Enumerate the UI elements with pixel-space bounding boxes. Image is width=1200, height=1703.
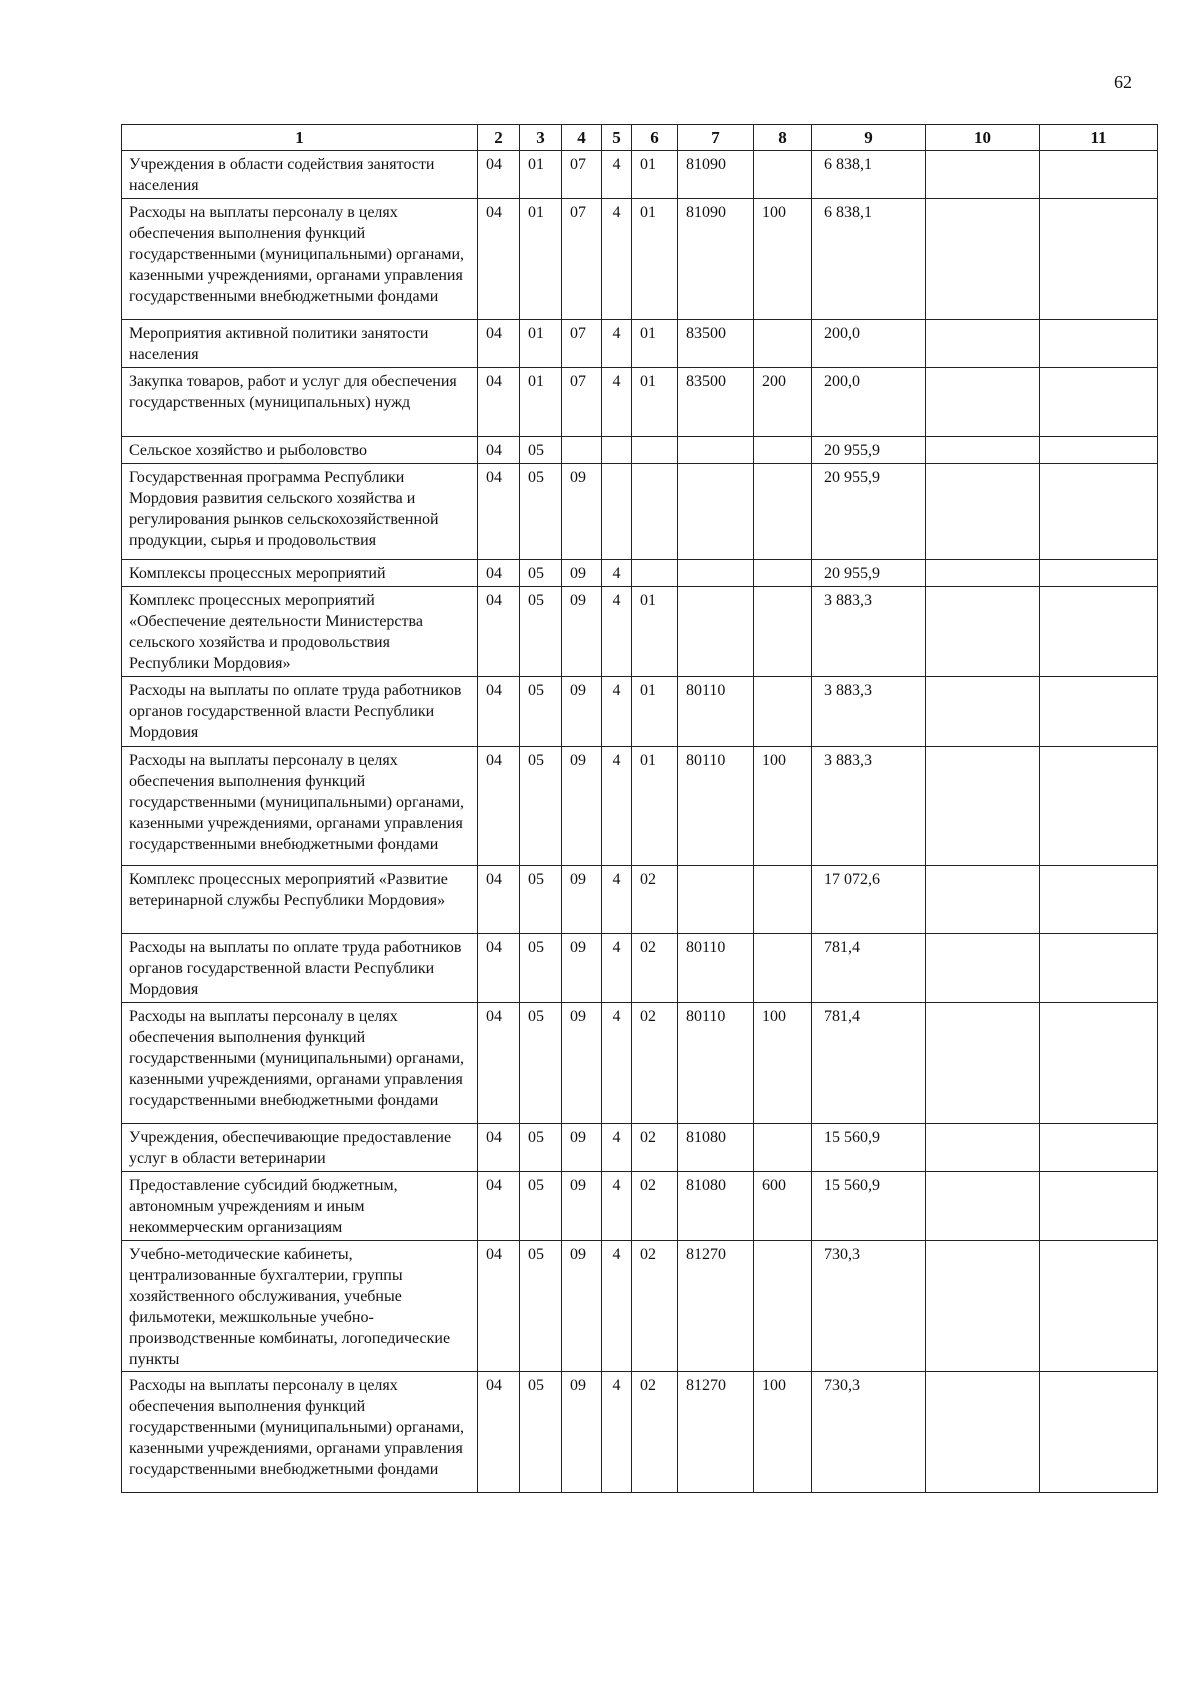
code-program-type <box>602 464 632 560</box>
code-section: 04 <box>478 199 520 320</box>
code-section: 04 <box>478 866 520 934</box>
code-expense-type <box>754 866 812 934</box>
code-section: 04 <box>478 560 520 587</box>
amount-col-11 <box>1040 199 1158 320</box>
code-program-type <box>602 437 632 464</box>
code-subprogram: 01 <box>632 677 678 747</box>
code-direction: 80110 <box>678 1003 754 1124</box>
amount-col-9: 6 838,1 <box>812 199 926 320</box>
code-program: 09 <box>562 934 602 1003</box>
code-subprogram: 02 <box>632 1241 678 1372</box>
table-row <box>122 747 1158 866</box>
column-header-9: 9 <box>812 125 926 151</box>
row-description: Учреждения в области содействия занятости населения <box>122 151 478 199</box>
code-program-type: 4 <box>602 560 632 587</box>
amount-col-11 <box>1040 934 1158 1003</box>
amount-col-10 <box>926 1241 1040 1372</box>
code-expense-type <box>754 437 812 464</box>
code-subsection: 05 <box>520 1241 562 1372</box>
code-program-type: 4 <box>602 1172 632 1241</box>
amount-col-9: 730,3 <box>812 1241 926 1372</box>
row-description: Расходы на выплаты по оплате труда работников органов государственной власти Республики Мордовия <box>122 677 478 747</box>
amount-col-10 <box>926 934 1040 1003</box>
code-subsection: 05 <box>520 747 562 866</box>
amount-col-11 <box>1040 560 1158 587</box>
code-subprogram: 01 <box>632 747 678 866</box>
code-expense-type <box>754 1241 812 1372</box>
code-program: 09 <box>562 1172 602 1241</box>
code-section: 04 <box>478 934 520 1003</box>
code-subprogram <box>632 437 678 464</box>
code-program-type: 4 <box>602 747 632 866</box>
row-description: Расходы на выплаты персоналу в целях обеспечения выполнения функций государственными (муниципальными) органами, казенными учреждениями, органами управления государственными внебюджетными фондами <box>122 1372 478 1493</box>
amount-col-9: 20 955,9 <box>812 464 926 560</box>
table-row <box>122 437 1158 464</box>
code-program: 09 <box>562 1003 602 1124</box>
code-program: 07 <box>562 151 602 199</box>
amount-col-9: 3 883,3 <box>812 747 926 866</box>
code-section: 04 <box>478 1172 520 1241</box>
row-description: Мероприятия активной политики занятости населения <box>122 320 478 368</box>
code-program: 07 <box>562 320 602 368</box>
amount-col-10 <box>926 1124 1040 1172</box>
table-row <box>122 320 1158 368</box>
column-header-1: 1 <box>122 125 478 151</box>
row-description: Сельское хозяйство и рыболовство <box>122 437 478 464</box>
code-direction: 81270 <box>678 1241 754 1372</box>
amount-col-10 <box>926 199 1040 320</box>
code-subprogram <box>632 560 678 587</box>
amount-col-9: 3 883,3 <box>812 677 926 747</box>
code-section: 04 <box>478 1241 520 1372</box>
code-section: 04 <box>478 368 520 437</box>
code-subprogram: 02 <box>632 1124 678 1172</box>
amount-col-9: 781,4 <box>812 934 926 1003</box>
code-direction: 81080 <box>678 1124 754 1172</box>
table-row <box>122 1241 1158 1372</box>
code-direction <box>678 587 754 677</box>
table-body <box>122 151 1158 1493</box>
table-row <box>122 199 1158 320</box>
code-direction <box>678 437 754 464</box>
code-subsection: 05 <box>520 464 562 560</box>
amount-col-9: 15 560,9 <box>812 1172 926 1241</box>
code-subsection: 05 <box>520 677 562 747</box>
row-description: Закупка товаров, работ и услуг для обеспечения государственных (муниципальных) нужд <box>122 368 478 437</box>
code-section: 04 <box>478 437 520 464</box>
code-section: 04 <box>478 587 520 677</box>
code-program-type: 4 <box>602 199 632 320</box>
code-direction: 83500 <box>678 320 754 368</box>
code-program: 09 <box>562 1372 602 1493</box>
row-description: Расходы на выплаты персоналу в целях обеспечения выполнения функций государственными (муниципальными) органами, казенными учреждениями, органами управления государственными внебюджетными фондами <box>122 199 478 320</box>
code-program-type: 4 <box>602 866 632 934</box>
code-program: 07 <box>562 368 602 437</box>
amount-col-10 <box>926 437 1040 464</box>
code-direction: 81090 <box>678 199 754 320</box>
code-expense-type: 200 <box>754 368 812 437</box>
column-header-2: 2 <box>478 125 520 151</box>
amount-col-9: 15 560,9 <box>812 1124 926 1172</box>
column-header-4: 4 <box>562 125 602 151</box>
table-row <box>122 1372 1158 1493</box>
amount-col-11 <box>1040 1003 1158 1124</box>
code-subprogram: 02 <box>632 1372 678 1493</box>
row-description: Расходы на выплаты персоналу в целях обеспечения выполнения функций государственными (муниципальными) органами, казенными учреждениями, органами управления государственными внебюджетными фондами <box>122 1003 478 1124</box>
amount-col-10 <box>926 866 1040 934</box>
table-row <box>122 151 1158 199</box>
code-subsection: 05 <box>520 1372 562 1493</box>
code-section: 04 <box>478 1372 520 1493</box>
amount-col-10 <box>926 151 1040 199</box>
header-row <box>122 125 1158 151</box>
code-expense-type: 100 <box>754 1003 812 1124</box>
column-header-6: 6 <box>632 125 678 151</box>
amount-col-10 <box>926 368 1040 437</box>
code-program: 09 <box>562 464 602 560</box>
amount-col-9: 20 955,9 <box>812 437 926 464</box>
code-subprogram: 02 <box>632 934 678 1003</box>
code-expense-type <box>754 934 812 1003</box>
code-subsection: 05 <box>520 934 562 1003</box>
column-header-10: 10 <box>926 125 1040 151</box>
column-header-8: 8 <box>754 125 812 151</box>
code-section: 04 <box>478 747 520 866</box>
code-program-type: 4 <box>602 934 632 1003</box>
code-subsection: 01 <box>520 368 562 437</box>
code-program: 09 <box>562 677 602 747</box>
code-expense-type: 600 <box>754 1172 812 1241</box>
code-subprogram <box>632 464 678 560</box>
code-direction: 81080 <box>678 1172 754 1241</box>
code-direction <box>678 560 754 587</box>
code-program: 09 <box>562 1124 602 1172</box>
code-program-type: 4 <box>602 1124 632 1172</box>
code-subprogram: 02 <box>632 1172 678 1241</box>
code-subprogram: 01 <box>632 368 678 437</box>
code-program-type: 4 <box>602 320 632 368</box>
code-program-type: 4 <box>602 1241 632 1372</box>
amount-col-11 <box>1040 1372 1158 1493</box>
amount-col-11 <box>1040 747 1158 866</box>
code-section: 04 <box>478 151 520 199</box>
code-section: 04 <box>478 464 520 560</box>
amount-col-11 <box>1040 464 1158 560</box>
row-description: Предоставление субсидий бюджетным, автономным учреждениям и иным некоммерческим организациям <box>122 1172 478 1241</box>
code-program-type: 4 <box>602 677 632 747</box>
amount-col-10 <box>926 560 1040 587</box>
row-description: Учебно-методические кабинеты, централизованные бухгалтерии, группы хозяйственного обслуживания, учебные фильмотеки, межшкольные учебно-производственные комбинаты, логопедические пункты <box>122 1241 478 1372</box>
table-row <box>122 1124 1158 1172</box>
row-description: Государственная программа Республики Мордовия развития сельского хозяйства и регулирования рынков сельскохозяйственной продукции, сырья и продовольствия <box>122 464 478 560</box>
code-expense-type <box>754 464 812 560</box>
code-subsection: 01 <box>520 199 562 320</box>
table-row <box>122 560 1158 587</box>
code-subsection: 05 <box>520 866 562 934</box>
amount-col-9: 200,0 <box>812 320 926 368</box>
amount-col-11 <box>1040 1124 1158 1172</box>
code-expense-type <box>754 560 812 587</box>
code-expense-type: 100 <box>754 1372 812 1493</box>
code-direction: 81090 <box>678 151 754 199</box>
row-description: Комплекс процессных мероприятий «Развитие ветеринарной службы Республики Мордовия» <box>122 866 478 934</box>
code-program: 09 <box>562 747 602 866</box>
code-subprogram: 01 <box>632 320 678 368</box>
table-row <box>122 1003 1158 1124</box>
code-section: 04 <box>478 1124 520 1172</box>
table-row <box>122 934 1158 1003</box>
code-subprogram: 01 <box>632 151 678 199</box>
code-program: 09 <box>562 866 602 934</box>
code-program: 07 <box>562 199 602 320</box>
amount-col-9: 20 955,9 <box>812 560 926 587</box>
code-direction: 80110 <box>678 934 754 1003</box>
amount-col-11 <box>1040 1172 1158 1241</box>
amount-col-11 <box>1040 151 1158 199</box>
amount-col-9: 3 883,3 <box>812 587 926 677</box>
amount-col-9: 730,3 <box>812 1372 926 1493</box>
row-description: Расходы на выплаты персоналу в целях обеспечения выполнения функций государственными (муниципальными) органами, казенными учреждениями, органами управления государственными внебюджетными фондами <box>122 747 478 866</box>
code-expense-type <box>754 151 812 199</box>
amount-col-11 <box>1040 368 1158 437</box>
code-section: 04 <box>478 677 520 747</box>
row-description: Учреждения, обеспечивающие предоставление услуг в области ветеринарии <box>122 1124 478 1172</box>
row-description: Расходы на выплаты по оплате труда работников органов государственной власти Республики Мордовия <box>122 934 478 1003</box>
amount-col-11 <box>1040 866 1158 934</box>
amount-col-11 <box>1040 437 1158 464</box>
code-direction <box>678 464 754 560</box>
amount-col-9: 6 838,1 <box>812 151 926 199</box>
code-expense-type <box>754 1124 812 1172</box>
code-direction: 81270 <box>678 1372 754 1493</box>
amount-col-10 <box>926 320 1040 368</box>
code-section: 04 <box>478 1003 520 1124</box>
code-subprogram: 02 <box>632 866 678 934</box>
code-subsection: 01 <box>520 320 562 368</box>
table-row <box>122 587 1158 677</box>
code-subsection: 05 <box>520 587 562 677</box>
code-direction: 80110 <box>678 677 754 747</box>
column-header-3: 3 <box>520 125 562 151</box>
code-expense-type <box>754 677 812 747</box>
code-subsection: 05 <box>520 437 562 464</box>
code-expense-type: 100 <box>754 199 812 320</box>
budget-allocation-table <box>121 124 1158 1493</box>
amount-col-11 <box>1040 1241 1158 1372</box>
code-program: 09 <box>562 1241 602 1372</box>
code-program-type: 4 <box>602 368 632 437</box>
amount-col-10 <box>926 747 1040 866</box>
code-subprogram: 02 <box>632 1003 678 1124</box>
code-program <box>562 437 602 464</box>
amount-col-10 <box>926 1372 1040 1493</box>
column-header-5: 5 <box>602 125 632 151</box>
amount-col-10 <box>926 464 1040 560</box>
code-program-type: 4 <box>602 1003 632 1124</box>
code-expense-type <box>754 320 812 368</box>
row-description: Комплексы процессных мероприятий <box>122 560 478 587</box>
code-program-type: 4 <box>602 1372 632 1493</box>
amount-col-10 <box>926 1003 1040 1124</box>
amount-col-9: 17 072,6 <box>812 866 926 934</box>
table-row <box>122 368 1158 437</box>
code-program: 09 <box>562 560 602 587</box>
amount-col-9: 200,0 <box>812 368 926 437</box>
code-section: 04 <box>478 320 520 368</box>
amount-col-10 <box>926 1172 1040 1241</box>
code-expense-type <box>754 587 812 677</box>
code-direction: 80110 <box>678 747 754 866</box>
code-direction <box>678 866 754 934</box>
code-subsection: 05 <box>520 1003 562 1124</box>
amount-col-10 <box>926 587 1040 677</box>
row-description: Комплекс процессных мероприятий «Обеспечение деятельности Министерства сельского хозяйства и продовольствия Республики Мордовия» <box>122 587 478 677</box>
code-subsection: 01 <box>520 151 562 199</box>
amount-col-10 <box>926 677 1040 747</box>
code-subsection: 05 <box>520 1124 562 1172</box>
page-number: 62 <box>1114 72 1132 92</box>
code-expense-type: 100 <box>754 747 812 866</box>
amount-col-11 <box>1040 320 1158 368</box>
code-program-type: 4 <box>602 151 632 199</box>
column-header-7: 7 <box>678 125 754 151</box>
code-subprogram: 01 <box>632 587 678 677</box>
amount-col-9: 781,4 <box>812 1003 926 1124</box>
code-program-type: 4 <box>602 587 632 677</box>
amount-col-11 <box>1040 587 1158 677</box>
table-row <box>122 464 1158 560</box>
code-subsection: 05 <box>520 1172 562 1241</box>
table-row <box>122 866 1158 934</box>
amount-col-11 <box>1040 677 1158 747</box>
column-header-11: 11 <box>1040 125 1158 151</box>
code-subprogram: 01 <box>632 199 678 320</box>
code-direction: 83500 <box>678 368 754 437</box>
table-row <box>122 677 1158 747</box>
code-subsection: 05 <box>520 560 562 587</box>
code-program: 09 <box>562 587 602 677</box>
table-row <box>122 1172 1158 1241</box>
